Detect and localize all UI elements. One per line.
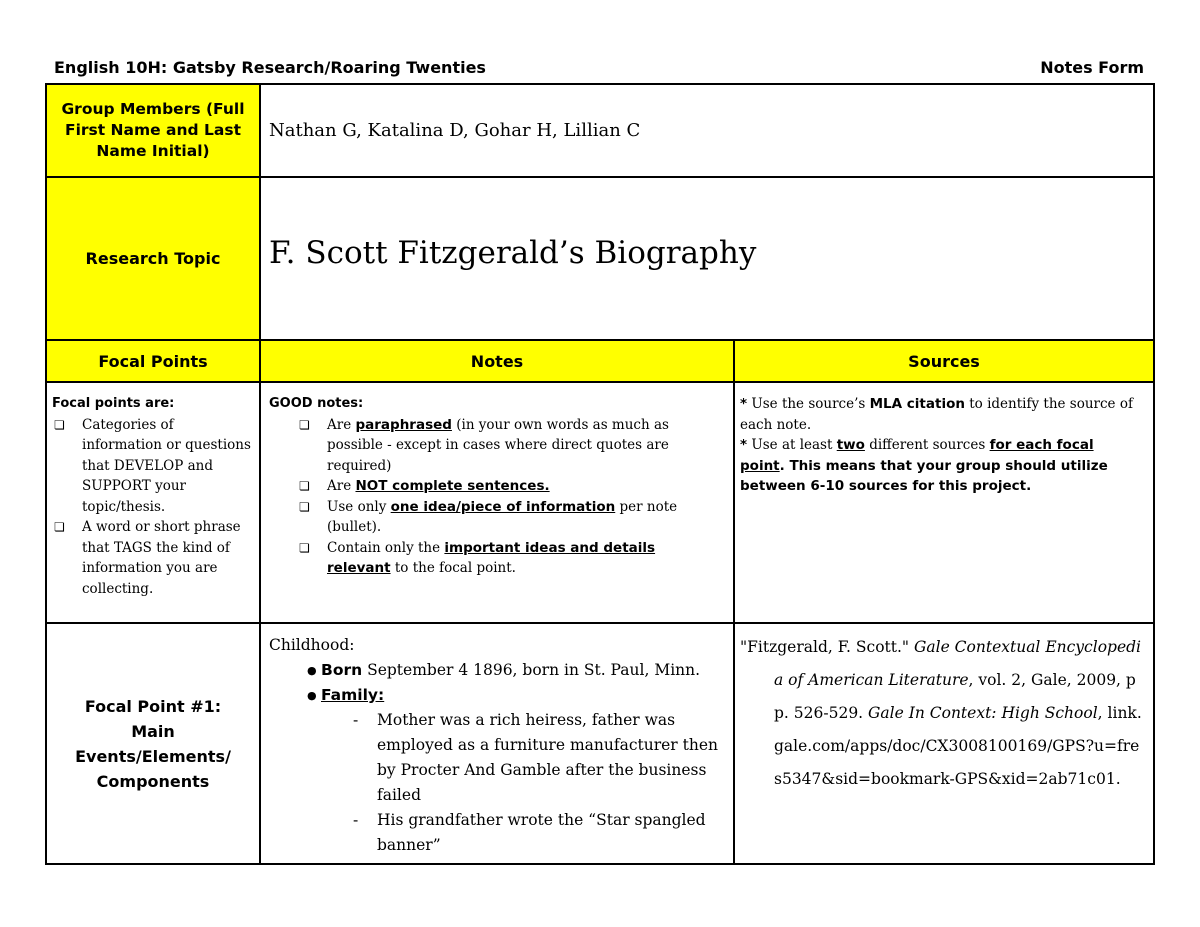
emphasis-text: important ideas and details relevant	[327, 539, 656, 576]
notes-instructions-cell	[260, 382, 734, 623]
research-topic-value-cell[interactable]	[260, 177, 1154, 340]
notes-heading: Childhood:	[269, 636, 355, 654]
focal-instructions-list	[52, 415, 254, 600]
column-header-notes-label: Notes	[470, 351, 524, 371]
notes-bullet-label: Family:	[321, 686, 385, 704]
emphasis-text: NOT complete sentences.	[355, 478, 550, 494]
document-header-title: English 10H: Gatsby Research/Roaring Twenties	[54, 58, 486, 77]
mla-citation: "Fitzgerald, F. Scott." Gale Contextual Encyclopedia of American Literature, vol. 2, Gale, 2009, pp. 526-529. Gale In Context: High School, link.gale.com/apps/doc/CX3008100169/GPS?u=fres5347&sid=bookmark-GPS&xid=2ab71c01.	[740, 638, 1142, 788]
notes-sub-item: - Mother was a rich heiress, father was employed as a furniture manufacturer then by Procter And Gamble after the business failed	[269, 708, 722, 808]
focal-point-1-label: Focal Point #1: Main Events/Elements/ Components	[75, 696, 231, 791]
group-members-label-cell	[46, 84, 260, 177]
research-topic-label: Research Topic	[85, 249, 221, 268]
notes-sub-list	[269, 708, 722, 858]
sources-instructions-cell	[734, 382, 1154, 623]
notes-instructions-list	[269, 415, 720, 579]
notes-instruction-item: ❏ Contain only the important ideas and details relevant to the focal point.	[297, 538, 720, 579]
focal-instruction-item: ❏ Categories of information or questions that DEVELOP and SUPPORT your topic/thesis.	[52, 415, 254, 518]
group-members-label: Group Members (Full First Name and Last Name Initial)	[61, 100, 245, 160]
document-header-form-name: Notes Form	[1040, 58, 1144, 77]
column-header-notes	[260, 340, 734, 382]
notes-bullet-label: Born	[321, 661, 363, 679]
focal-point-1-notes-cell[interactable]	[260, 623, 734, 864]
notes-instruction-item: ❏ Are paraphrased (in your own words as much as possible - except in cases where direct quotes are required)	[297, 415, 720, 477]
focal-point-1-source-cell[interactable]	[734, 623, 1154, 864]
asterisk-icon: *	[740, 437, 748, 453]
notes-instructions-title: GOOD notes:	[269, 396, 364, 411]
focal-instruction-item: ❏ A word or short phrase that TAGS the kind of information you are collecting.	[52, 517, 254, 599]
research-topic-value: F. Scott Fitzgerald’s Biography	[269, 235, 757, 271]
column-header-focal-points	[46, 340, 260, 382]
emphasis-text: one idea/piece of information	[390, 498, 616, 515]
emphasis-text: for each focal point	[740, 437, 1094, 474]
sources-instruction-item: * Use the source’s MLA citation to identify the source of each note.	[740, 396, 1133, 433]
group-members-value: Nathan G, Katalina D, Gohar H, Lillian C	[269, 120, 641, 141]
column-header-sources	[734, 340, 1154, 382]
notes-bullet-item: ● Born September 4 1896, born in St. Paul, Minn.	[269, 658, 722, 683]
focal-instructions-title: Focal points are:	[52, 396, 175, 411]
citation-title: Gale Contextual Encyclopedia of American Literature	[774, 638, 1141, 689]
asterisk-icon: *	[740, 396, 748, 412]
notes-bullet-item	[269, 683, 722, 708]
research-topic-label-cell	[46, 177, 260, 340]
focal-point-1-label-cell	[46, 623, 260, 864]
emphasis-text: two	[836, 437, 865, 453]
emphasis-text: paraphrased	[355, 416, 452, 433]
notes-instruction-item: ❏ Use only one idea/piece of information per note (bullet).	[297, 497, 720, 538]
notes-sub-item: - His grandfather wrote the “Star spangled banner”	[269, 808, 722, 858]
citation-database: Gale In Context: High School	[868, 704, 1098, 722]
notes-bullet-list	[269, 658, 722, 708]
notes-instruction-item: ❏ Are NOT complete sentences.	[297, 476, 720, 497]
group-members-value-cell[interactable]	[260, 84, 1154, 177]
emphasis-text: MLA citation	[869, 396, 965, 412]
emphasis-text: . This means that your group should utilize between 6-10 sources for this project.	[740, 457, 1108, 494]
column-header-sources-label: Sources	[908, 351, 980, 371]
column-header-focal-points-label: Focal Points	[98, 351, 208, 371]
focal-instructions-cell	[46, 382, 260, 623]
sources-instruction-item: * Use at least two different sources for each focal point. This means that your group should utilize between 6-10 sources for this project.	[740, 437, 1108, 494]
